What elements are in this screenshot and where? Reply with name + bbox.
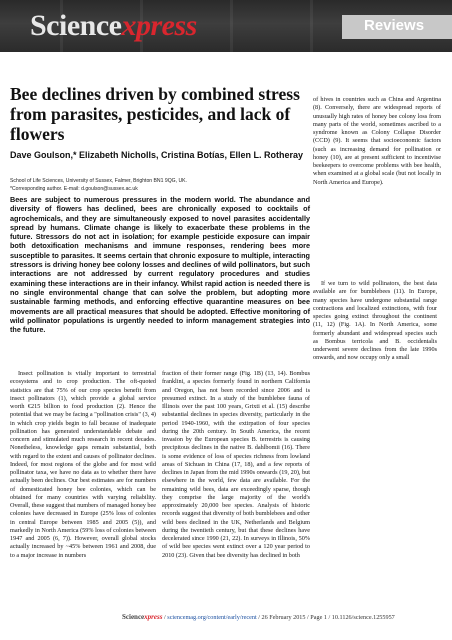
- affiliation-line: School of Life Sciences, University of Sussex, Falmer, Brighton BN1 9QG, UK.: [10, 178, 187, 184]
- body-text-right-upper: of hives in countries such as China and Argentina (8). Conversely, there are widespread reports of unusually high rates of honey bee colony loss from many parts of the world, sometimes ascribed to a syndrome known as Colony Collapse Disorder (CCD) (9). It seems that socioeconomic factors (such as increasing demand for pollination or honey (10), are at present sufficient to incentivise beekeepers to overcome problems with bee health, when examined at a global scale (but not locally in North America and Europe).: [313, 96, 441, 186]
- abstract: Bees are subject to numerous pressures in the modern world. The abundance and diversity of flowers has declined, bees are chronically exposed to cocktails of agrochemicals, and they are simultaneously exposed to novel parasites accidentally spread by humans. Climate change is likely to exacerbate these problems in the future. Stressors do not act in isolation; for example pesticide exposure can impair both detoxification mechanisms and immune responses, rendering bees more susceptible to parasites. It seems certain that chronic exposure to multiple, interacting stressors is driving honey bee colony losses and declines of wild pollinators, but such interactions are not addressed by current regulatory procedures and studies examining these interactions are in their infancy. Whilst rapid action is needed there is no single environmental change that can solve the problem, but adopting more sustainable farming methods, and enforcing effective quarantine measures on bee movements are all practical measures that should be adopted. Effective monitoring of wild pollinator populations is urgently needed to inform management strategies into the future.: [10, 195, 310, 335]
- download-stamp: [438, 180, 452, 480]
- journal-logo: Sciencexpress: [30, 9, 197, 42]
- footer-url-link[interactable]: sciencemag.org/content/early/recent: [167, 614, 257, 621]
- footer-meta: / 26 February 2015 / Page 1 / 10.1126/science.1255957: [256, 614, 395, 621]
- author-list: Dave Goulson,* Elizabeth Nicholls, Cristina Botías, Ellen L. Rotheray: [10, 150, 304, 160]
- body-text-right-lower: If we turn to wild pollinators, the best data available are for bumblebees (11). In Europe, many species have undergone substantial range contractions and localized extinctions, with four species going extinct throughout the continent (11, 12) (Fig. 1A). In North America, some formerly abundant and widespread species such as Bombus terricola and B. occidentalis underwent severe declines from the late 1990s onwards, and now occupy only a small: [313, 280, 437, 362]
- header-banner: [0, 0, 452, 52]
- body-text-left: Insect pollination is vitally important to terrestrial ecosystems and to crop production. The oft-quoted statistics are that 75% of our crop species benefit from insect pollinators (1), which provide a global service worth €215 billion to food production (2). Hence the potential that we may be facing a "pollination crisis" (3, 4) in which crop yields begin to fall because of inadequate pollination has generated understandable debate and concern and stimulated much research in recent decades. Nonetheless, knowledge gaps remain substantial, both with regard to the extent and causes of pollinator declines. Indeed, for most regions of the globe and for most wild pollinator taxa, we have no data as to whether there have actually been declines. Our best estimates are for numbers of domesticated honey bee colonies, which can be obtained for many countries with varying reliability. Overall, these suggest that numbers of managed honey bee colonies have decreased in Europe (25% loss of colonies in central Europe between 1985 and 2005 (5)), and markedly in North America (59% loss of colonies between 1947 and 2005 (6, 7)). However, overall global stocks actually increased by ~45% between 1961 and 2008, due to a major increase in numbers: [10, 370, 156, 559]
- article-title: Bee declines driven by combined stress from parasites, pesticides, and lack of flowers: [10, 84, 300, 144]
- corresponding-author-line: *Corresponding author. E-mail: d.goulson@sussex.ac.uk: [10, 186, 138, 192]
- section-label: Reviews: [342, 15, 452, 39]
- page-footer: Sciencexpress / sciencemag.org/content/early/recent / 26 February 2015 / Page 1 / 10.1126/science.1255957: [122, 613, 395, 621]
- affiliation: [10, 177, 310, 193]
- body-text-middle: fraction of their former range (Fig. 1B) (13, 14). Bombus franklini, a species formerly found in northern California and Oregon, has not been recorded since 2006 and is presumed extinct. In a study of the bumblebee fauna of Illinois over the past 100 years, Grixti et al. (15) describe substantial declines in species diversity, particularly in the period 1940-1960, with the extirpation of four species during the 20th century. In South America, the recent invasion by the European species B. terrestris is causing precipitous declines in the native B. dahlbomii (16). There is some evidence of loss of species richness from lowland areas of Sichuan in China (17, 18), and a few reports of declines in Japan from the mid 1990s onwards (19, 20), but elsewhere in the world, few data are available. For the remaining wild bees, data are exceedingly sparse, though they comprise the large majority of the world's approximately 20,000 bee species. Analysis of historic records suggest that diversity of both bumblebees and other wild bees declined in the UK, Netherlands and Belgium during the twentieth century, but that these declines have decelerated since 1990 (21, 22). In surveys in Illinois, 50% of wild bee species went extinct over a 120 year period to 2010 (23). Given that bee diversity has declined in both: [162, 370, 310, 559]
